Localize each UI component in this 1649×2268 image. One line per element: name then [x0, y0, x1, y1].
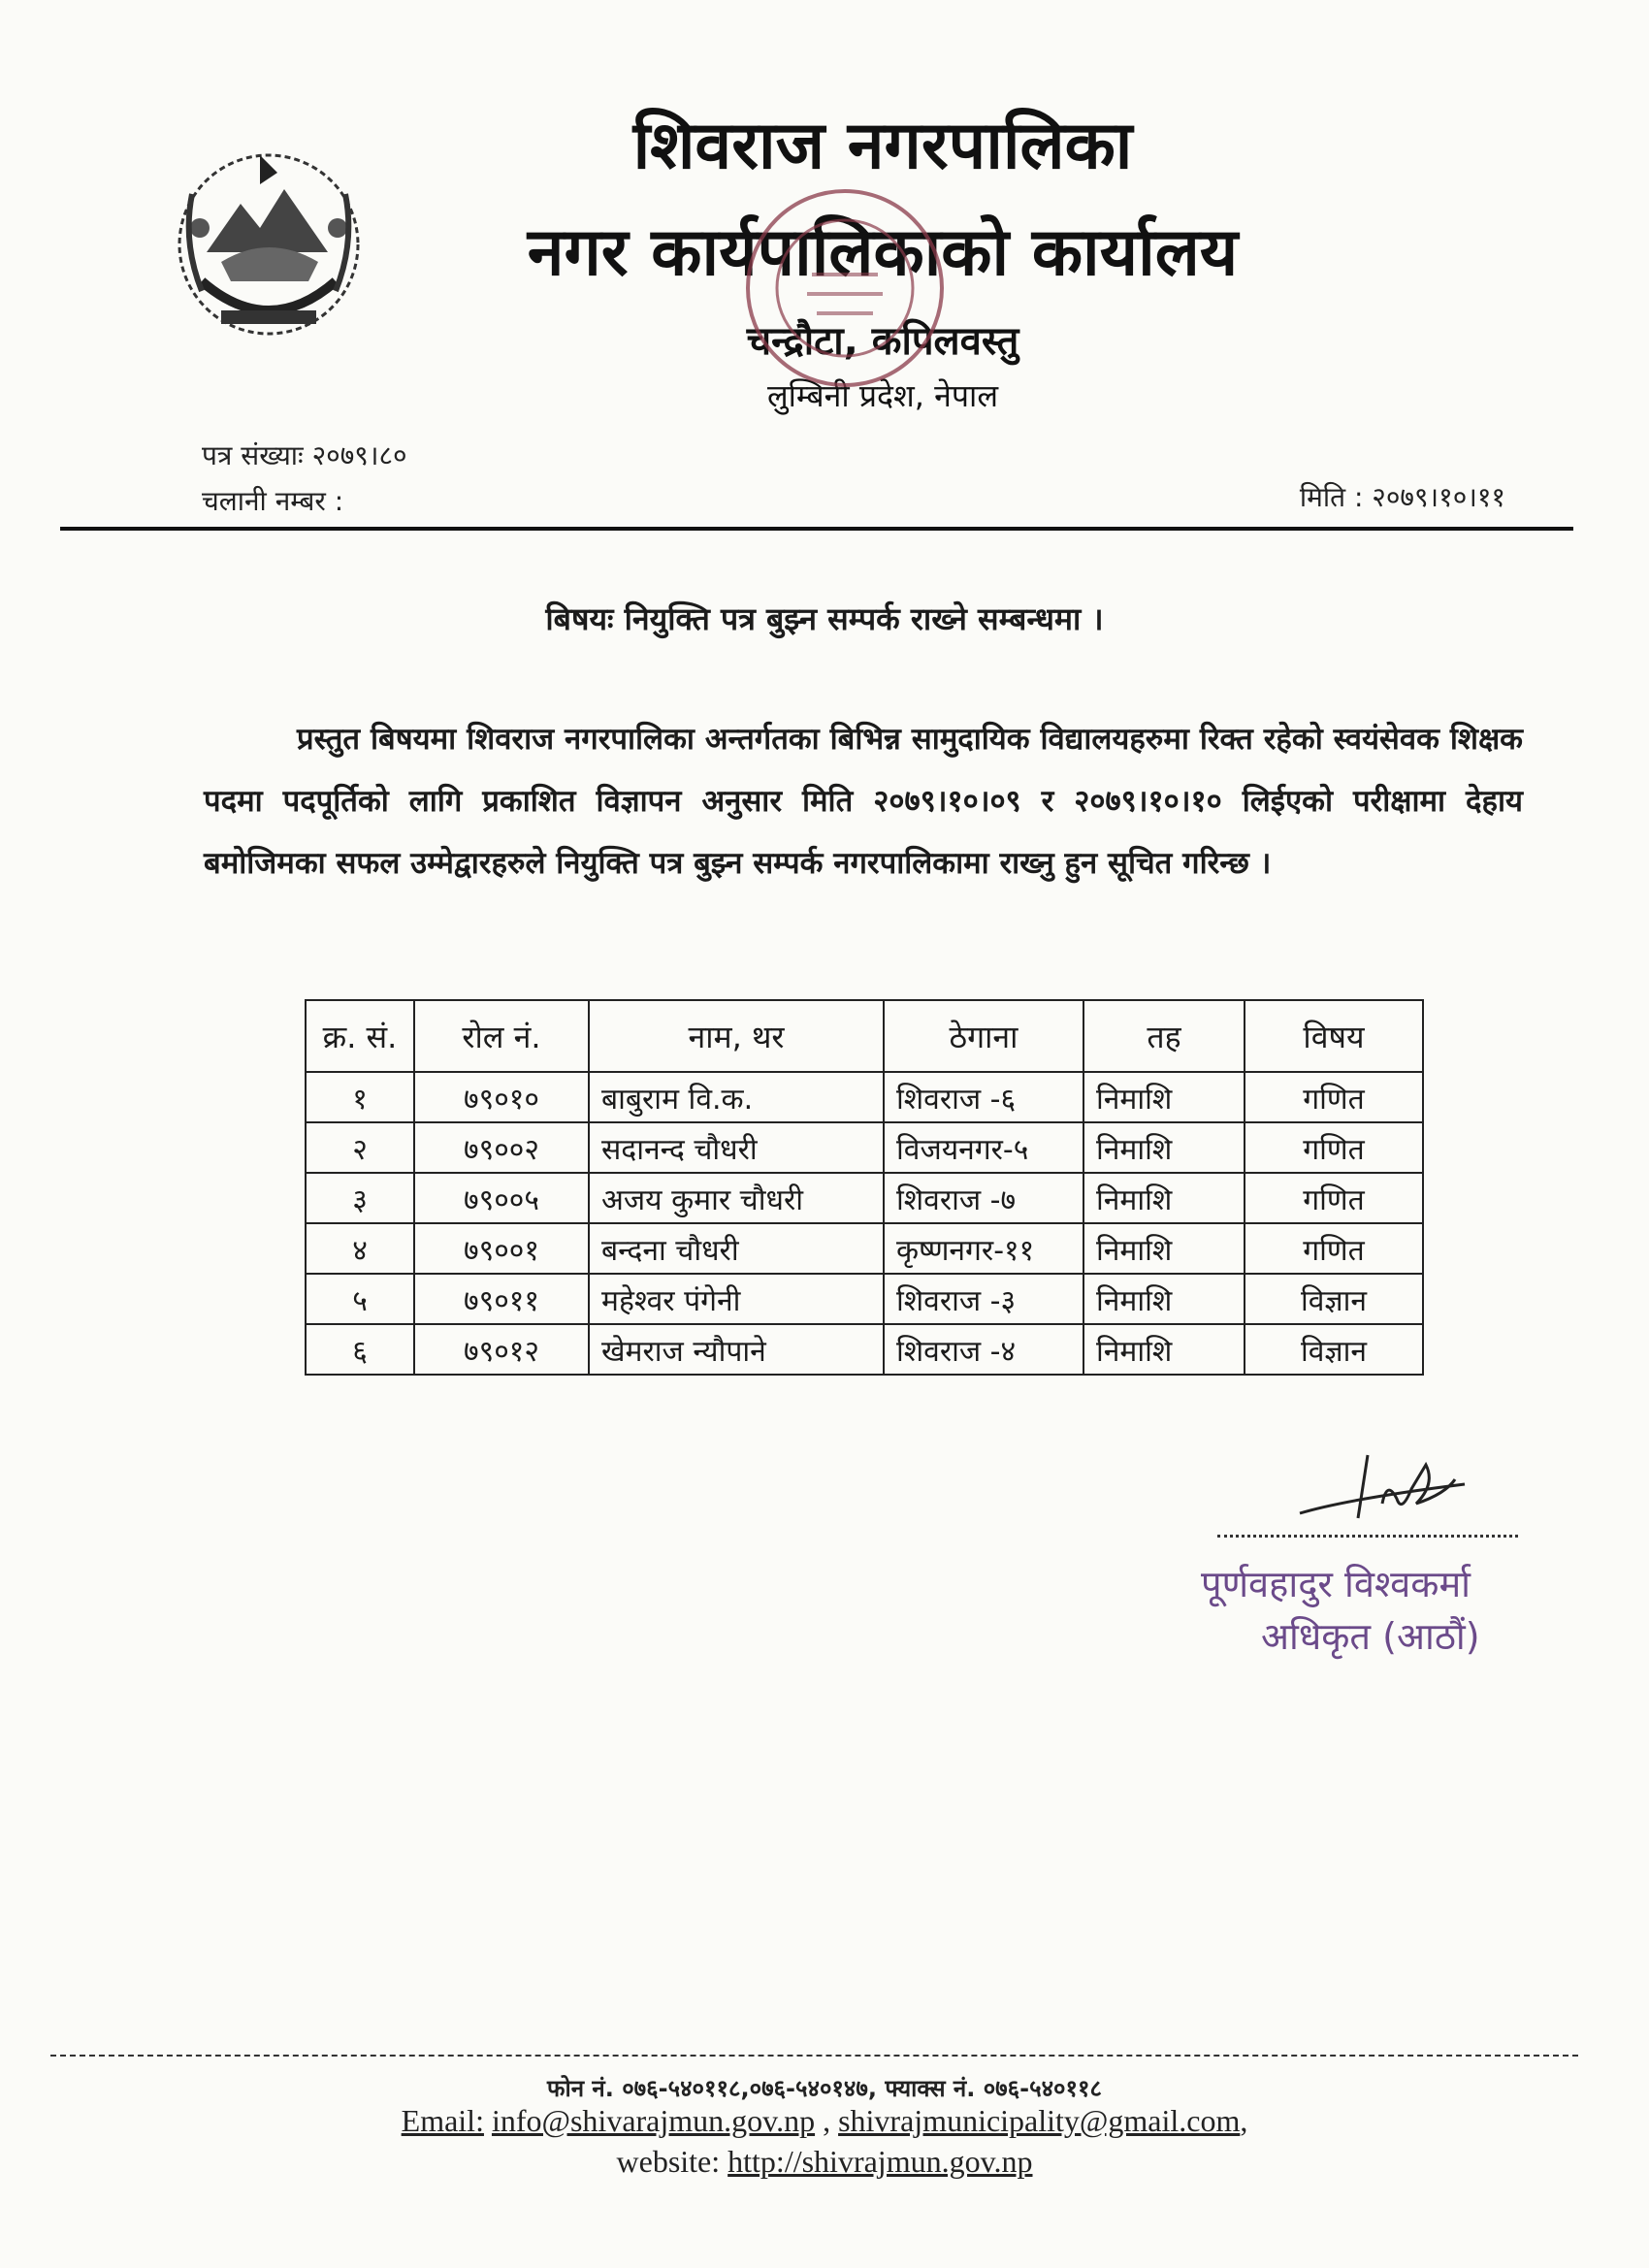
signatory-name: पूर्णवहादुर विश्वकर्मा [1201, 1563, 1471, 1605]
table-row [306, 1173, 1423, 1223]
table-header-row [306, 1000, 1423, 1072]
header-divider [60, 527, 1573, 531]
email-link-secondary[interactable]: shivrajmunicipality@gmail.com [838, 2103, 1241, 2138]
serial-cell: ३ [306, 1173, 414, 1223]
serial-cell: ५ [306, 1274, 414, 1324]
column-header: ठेगाना [884, 1000, 1083, 1072]
email-end: , [1240, 2103, 1248, 2138]
serial-cell: ६ [306, 1324, 414, 1375]
column-header: रोल नं. [414, 1000, 589, 1072]
roll-cell: ७९०११ [414, 1274, 589, 1324]
footer-divider [50, 2055, 1578, 2057]
letter-date: मिति : २०७९।१०।११ [1299, 481, 1505, 513]
letter-subject: बिषयः नियुक्ति पत्र बुझ्न सम्पर्क राख्ने सम्बन्धमा । [545, 600, 1104, 637]
roll-cell: ७९०१० [414, 1072, 589, 1122]
table-row [306, 1122, 1423, 1173]
results-table [305, 999, 1424, 1376]
address-cell: कृष्णनगर-११ [884, 1223, 1083, 1274]
subject-cell: गणित [1245, 1223, 1423, 1274]
office-title: नगर कार्यपालिकाको कार्यालय [527, 214, 1239, 291]
level-cell: निमाशि [1083, 1274, 1245, 1324]
footer-email-line [0, 2103, 1649, 2139]
column-header: विषय [1245, 1000, 1423, 1072]
dispatch-number: चलानी नम्बर : [202, 485, 344, 517]
name-cell: सदानन्द चौधरी [589, 1122, 884, 1173]
letter-body-text: प्रस्तुत बिषयमा शिवराज नगरपालिका अन्तर्गतका बिभिन्न सामुदायिक विद्यालयहरुमा रिक्त रहेको स्वयंसेवक शिक्षक पदमा पदपूर्तिको लागि प्रकाशित विज्ञापन अनुसार मिति २०७९।१०।०९ र २०७९।१०।१० लिईएको परीक्षामा देहाय बमोजिमका सफल उम्मेद्वारहरुले नियुक्ति पत्र बुझ्न सम्पर्क नगरपालिकामा राख्नु हुन सूचित गरिन्छ । [204, 722, 1523, 881]
name-cell: खेमराज न्यौपाने [589, 1324, 884, 1375]
level-cell: निमाशि [1083, 1072, 1245, 1122]
website-label: website: [616, 2144, 721, 2179]
column-header: तह [1083, 1000, 1245, 1072]
serial-cell: १ [306, 1072, 414, 1122]
roll-cell: ७९०१२ [414, 1324, 589, 1375]
signature-line [1217, 1535, 1518, 1538]
website-link[interactable]: http://shivrajmun.gov.np [728, 2144, 1033, 2179]
subject-cell: गणित [1245, 1122, 1423, 1173]
signatory-title: अधिकृत (आठौं) [1261, 1615, 1480, 1658]
table-row [306, 1223, 1423, 1274]
level-cell: निमाशि [1083, 1173, 1245, 1223]
subject-cell: विज्ञान [1245, 1274, 1423, 1324]
name-cell: बाबुराम वि.क. [589, 1072, 884, 1122]
table-row [306, 1324, 1423, 1375]
handwritten-signature [1290, 1445, 1474, 1533]
address-cell: शिवराज -६ [884, 1072, 1083, 1122]
level-cell: निमाशि [1083, 1324, 1245, 1375]
roll-cell: ७९००१ [414, 1223, 589, 1274]
name-cell: महेश्वर पंगेनी [589, 1274, 884, 1324]
serial-cell: ४ [306, 1223, 414, 1274]
email-label: Email: [401, 2103, 484, 2138]
address-cell: शिवराज -४ [884, 1324, 1083, 1375]
subject-cell: विज्ञान [1245, 1324, 1423, 1375]
roll-cell: ७९००५ [414, 1173, 589, 1223]
address-cell: शिवराज -३ [884, 1274, 1083, 1324]
subject-cell: गणित [1245, 1173, 1423, 1223]
subject-cell: गणित [1245, 1072, 1423, 1122]
office-seal-stamp [739, 182, 951, 394]
name-cell: बन्दना चौधरी [589, 1223, 884, 1274]
office-location: चन्द्रौटा, कपिलवस्तु [746, 319, 1019, 364]
table-row [306, 1274, 1423, 1324]
address-cell: विजयनगर-५ [884, 1122, 1083, 1173]
column-header: नाम, थर [589, 1000, 884, 1072]
serial-cell: २ [306, 1122, 414, 1173]
level-cell: निमाशि [1083, 1223, 1245, 1274]
address-cell: शिवराज -७ [884, 1173, 1083, 1223]
footer-phone: फोन नं. ०७६-५४०११८,०७६-५४०१४७, फ्याक्स नं. ०७६-५४०११८ [547, 2075, 1102, 2102]
footer-website-line [0, 2144, 1649, 2180]
name-cell: अजय कुमार चौधरी [589, 1173, 884, 1223]
table-row [306, 1072, 1423, 1122]
letter-body [204, 708, 1523, 894]
email-separator: , [815, 2103, 839, 2138]
reference-number: पत्र संख्याः २०७९।८० [202, 439, 407, 471]
roll-cell: ७९००२ [414, 1122, 589, 1173]
email-link-primary[interactable]: info@shivarajmun.gov.np [491, 2103, 816, 2138]
column-header: क्र. सं. [306, 1000, 414, 1072]
office-province: लुम्बिनी प्रदेश, नेपाल [766, 377, 999, 414]
municipality-title: शिवराज नगरपालिका [632, 108, 1133, 184]
level-cell: निमाशि [1083, 1122, 1245, 1173]
